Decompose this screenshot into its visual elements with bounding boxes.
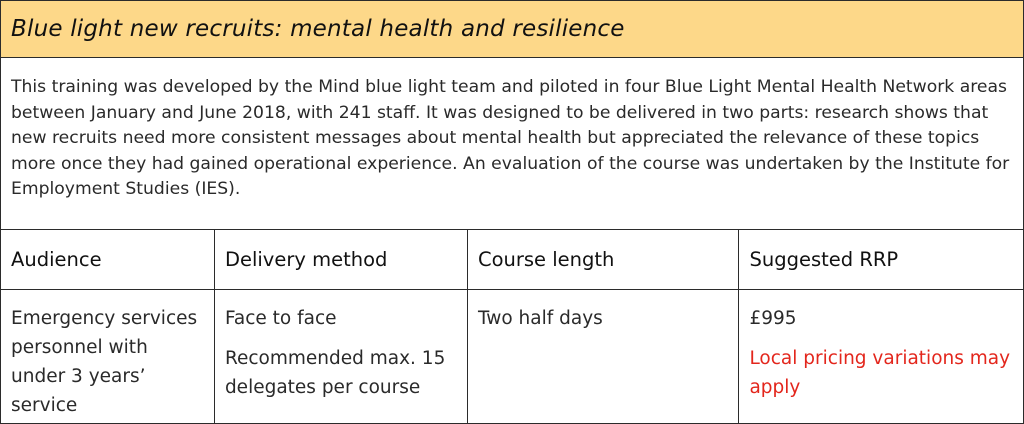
delivery-method-note: Recommended max. 15 delegates per course: [224, 348, 446, 398]
table-header-row: [1, 230, 1024, 290]
cell-course-length: [467, 290, 738, 424]
delivery-method-value: Face to face: [224, 308, 337, 329]
cell-suggested-rrp: [739, 290, 1024, 424]
column-header-suggested-rrp: Suggested RRP: [739, 230, 1024, 290]
course-details-table: [0, 229, 1024, 424]
course-title: Blue light new recruits: mental health and resilience: [11, 16, 625, 42]
table-row: [1, 290, 1024, 424]
rrp-value: £995: [749, 308, 797, 329]
course-description: This training was developed by the Mind blue light team and piloted in four Blue Light Mental Health Network areas between January and June 2018, with 241 staff. It was designed to be delivered in two parts: research shows that new recruits need more consistent messages about mental health but appreciated the relevance of these topics more once they had gained operational experience. An evaluation of the course was undertaken by the Institute for Employment Studies (IES).: [11, 77, 1010, 200]
cell-audience: [1, 290, 215, 424]
course-header: [1, 1, 1023, 58]
course-length-value: Two half days: [477, 308, 603, 329]
column-header-course-length: Course length: [467, 230, 738, 290]
cell-delivery-method: [214, 290, 467, 424]
column-header-delivery-method: Delivery method: [214, 230, 467, 290]
rrp-pricing-note: Local pricing variations may apply: [749, 348, 1011, 398]
column-header-audience: Audience: [1, 230, 215, 290]
audience-value: Emergency services personnel with under 3 years’ service: [11, 308, 198, 416]
